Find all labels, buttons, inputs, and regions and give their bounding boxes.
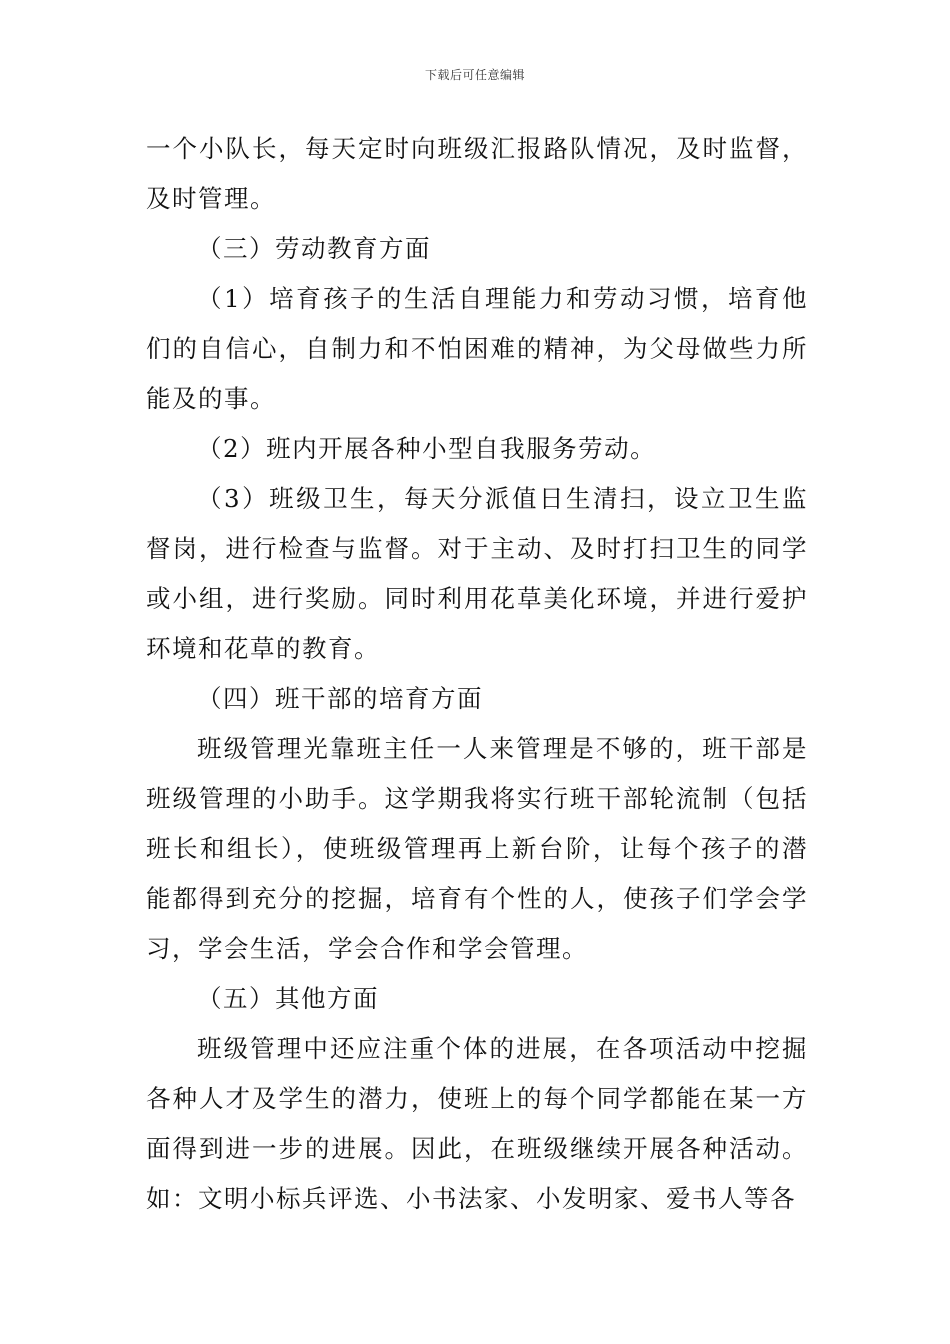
section-heading-labor-education: （三）劳动教育方面 <box>197 234 431 263</box>
paragraph-other: 班级管理中还应注重个体的进展，在各项活动中挖掘各种人才及学生的潜力，使班上的每个同学都能在某一方面得到进一步的进展。因此，在班级继续开展各种活动。如：文明小标兵评选、小书法家、小发明家、爱书人等各 <box>146 1034 808 1213</box>
paragraph-class-cadre: 班级管理光靠班主任一人来管理是不够的，班干部是班级管理的小助手。这学期我将实行班干部轮流制（包括班长和组长），使班级管理再上新台阶，让每个孩子的潜能都得到充分的挖掘，培育有个性的人，使孩子们学会学习，学会生活，学会合作和学会管理。 <box>146 734 808 963</box>
paragraph-continuation: 一个小队长，每天定时向班级汇报路队情况，及时监督，及时管理。 <box>146 134 808 213</box>
section-heading-class-cadre: （四）班干部的培育方面 <box>197 684 483 713</box>
document-body <box>146 124 808 1224</box>
section-heading-other: （五）其他方面 <box>197 984 379 1013</box>
page-header: 下载后可任意编辑 <box>424 68 525 82</box>
paragraph-item-1: （1）培育孩子的生活自理能力和劳动习惯，培育他们的自信心，自制力和不怕困难的精神，为父母做些力所能及的事。 <box>146 284 808 413</box>
paragraph-item-3: （3）班级卫生，每天分派值日生清扫，设立卫生监督岗，进行检查与监督。对于主动、及时打扫卫生的同学或小组，进行奖励。同时利用花草美化环境，并进行爱护环境和花草的教育。 <box>146 484 808 663</box>
paragraph-item-2: （2）班内开展各种小型自我服务劳动。 <box>197 434 657 463</box>
